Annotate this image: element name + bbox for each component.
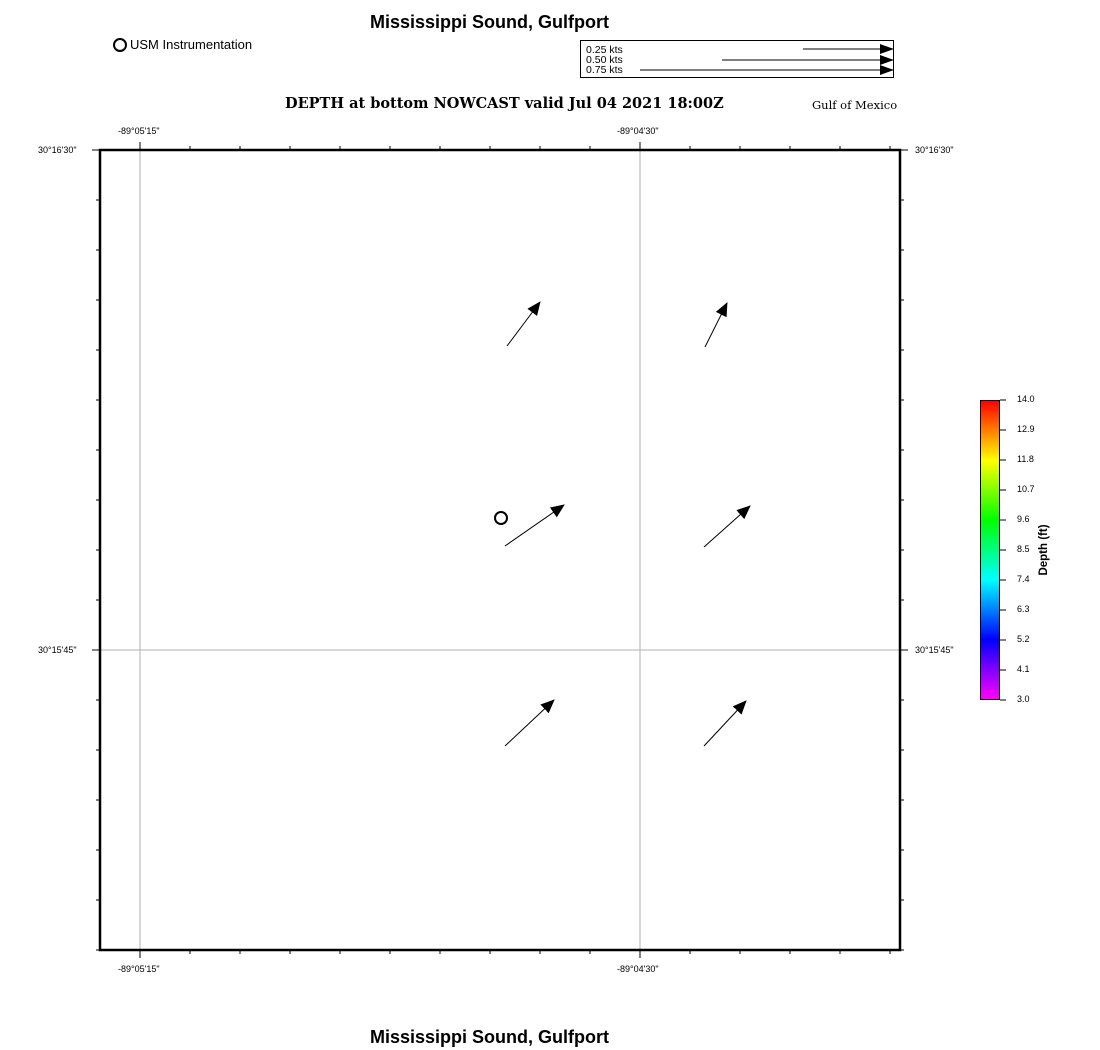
station-legend-label: USM Instrumentation bbox=[130, 37, 253, 52]
lat-label-left-2: 30°15'45" bbox=[38, 645, 77, 655]
colorbar-tick-label: 3.0 bbox=[1017, 694, 1030, 704]
map-subtitle: DEPTH at bottom NOWCAST valid Jul 04 2021 18:00Z bbox=[285, 95, 724, 112]
scale-label-050: 0.50 kts bbox=[586, 54, 623, 66]
colorbar-tick-label: 7.4 bbox=[1017, 574, 1030, 584]
current-vectors bbox=[505, 302, 750, 746]
lat-label-right-2: 30°15'45" bbox=[915, 645, 954, 655]
current-vector bbox=[507, 302, 540, 346]
colorbar-tick-label: 5.2 bbox=[1017, 634, 1030, 644]
region-label: Gulf of Mexico bbox=[812, 98, 898, 112]
depth-colorbar bbox=[980, 400, 1000, 700]
current-vector bbox=[505, 505, 564, 546]
colorbar-tick-label: 6.3 bbox=[1017, 604, 1030, 614]
scale-label-025: 0.25 kts bbox=[586, 44, 623, 56]
current-vector bbox=[704, 506, 750, 547]
colorbar-tick-label: 9.6 bbox=[1017, 514, 1030, 524]
lon-label-bottom-2: -89°04'30" bbox=[617, 964, 659, 974]
lat-label-right-1: 30°16'30" bbox=[915, 145, 954, 155]
colorbar-ticks bbox=[998, 398, 1012, 704]
lon-label-top-1: -89°05'15" bbox=[118, 126, 160, 136]
colorbar-tick-label: 12.9 bbox=[1017, 424, 1035, 434]
current-vector bbox=[505, 700, 554, 746]
colorbar-tick-label: 14.0 bbox=[1017, 394, 1035, 404]
colorbar-tick-label: 11.8 bbox=[1017, 454, 1034, 464]
colorbar-tick-label: 4.1 bbox=[1017, 664, 1030, 674]
axis-ticks bbox=[92, 142, 908, 958]
station-marker-icon bbox=[495, 512, 507, 524]
lon-label-top-2: -89°04'30" bbox=[617, 126, 659, 136]
map-title: Mississippi Sound, Gulfport bbox=[370, 12, 610, 32]
colorbar-tick-label: 10.7 bbox=[1017, 484, 1035, 494]
colorbar-tick-label: 8.5 bbox=[1017, 544, 1030, 554]
colorbar-title: Depth (ft) bbox=[1038, 524, 1050, 576]
map-footer-title: Mississippi Sound, Gulfport bbox=[370, 1027, 610, 1047]
map-frame bbox=[100, 150, 900, 950]
lon-label-bottom-1: -89°05'15" bbox=[118, 964, 160, 974]
current-vector bbox=[704, 701, 746, 746]
scale-label-075: 0.75 kts bbox=[586, 64, 623, 76]
current-vector bbox=[705, 303, 727, 347]
lat-label-left-1: 30°16'30" bbox=[38, 145, 77, 155]
